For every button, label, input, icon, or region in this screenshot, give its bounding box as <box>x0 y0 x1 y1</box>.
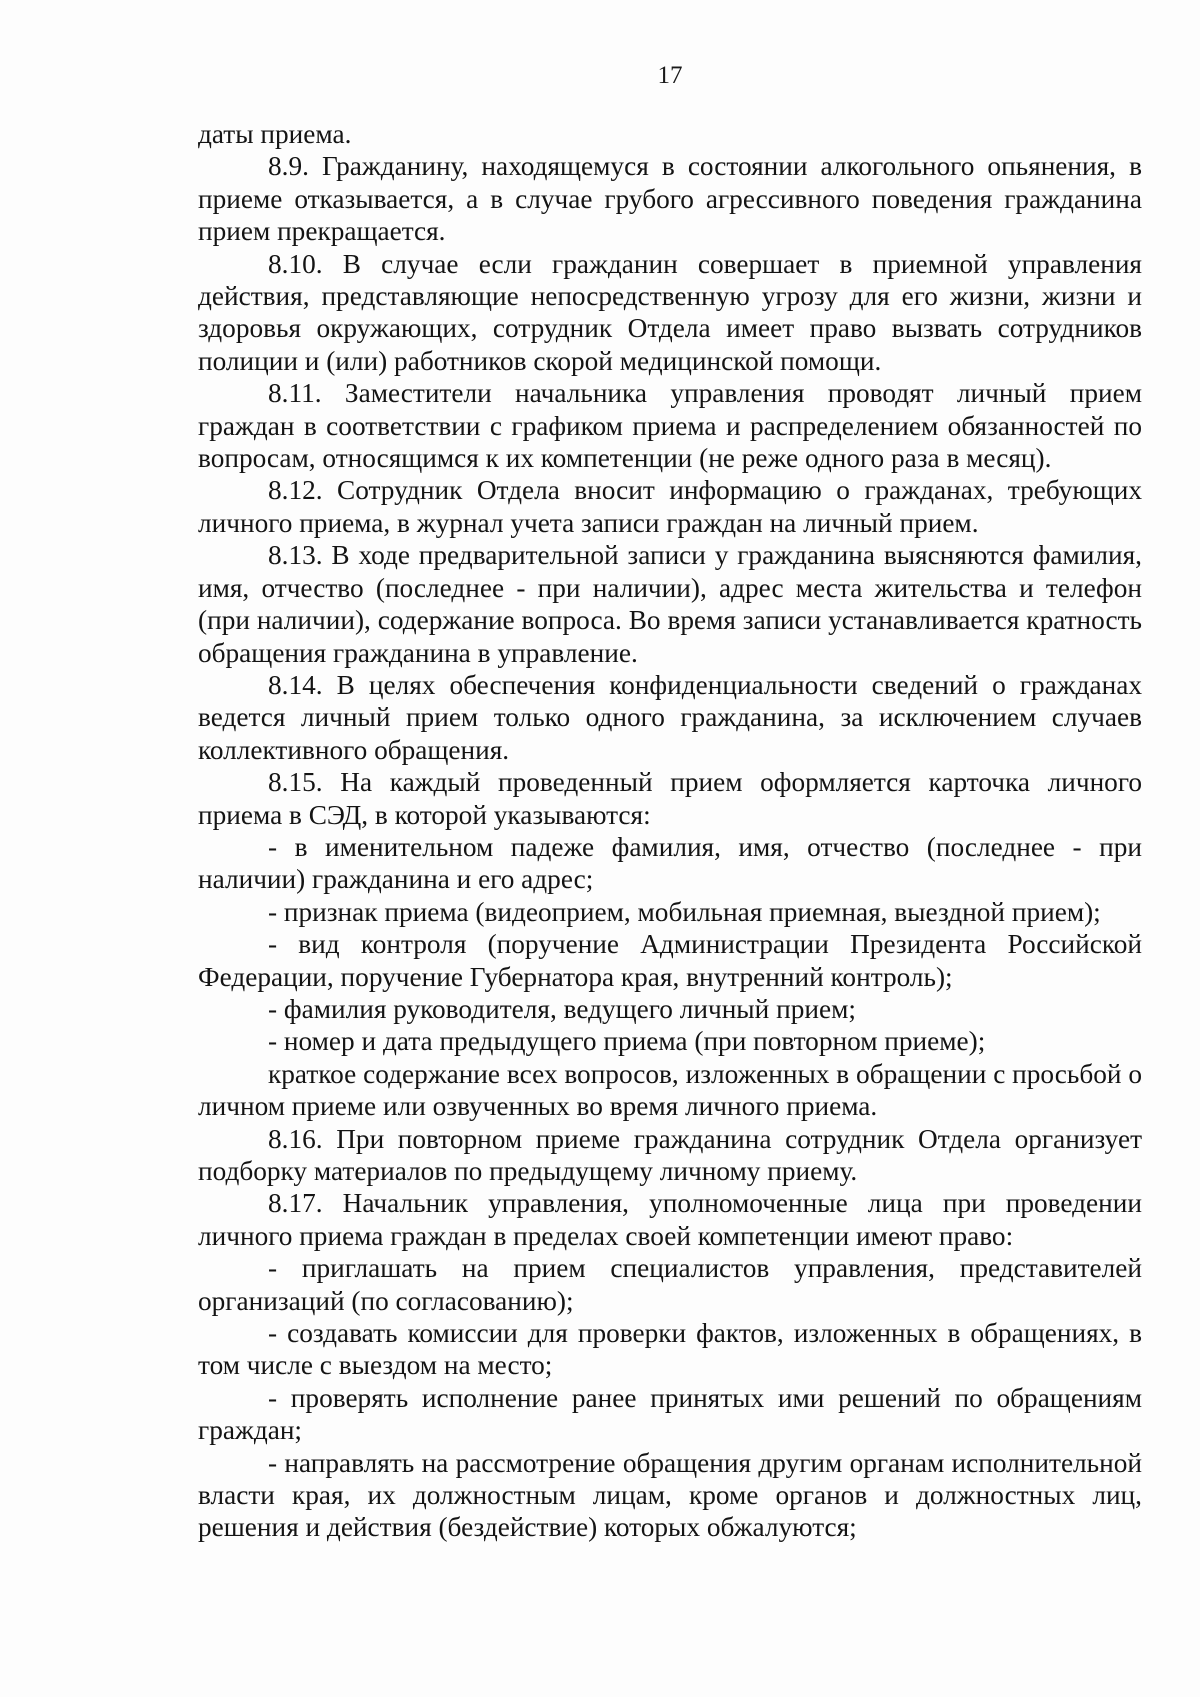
list-item: - проверять исполнение ранее принятых ими решений по обращениям граждан; <box>198 1382 1142 1446</box>
paragraph-8-9: 8.9. Гражданину, находящемуся в состоянии алкогольного опьянения, в приеме отказывается, а в случае грубого агрессивного поведения гражданина прием прекращается. <box>198 151 1142 247</box>
list-item: - признак приема (видеоприем, мобильная приемная, выездной прием); <box>268 896 1101 927</box>
list-item: - номер и дата предыдущего приема (при повторном приеме); <box>268 1026 986 1057</box>
list-item: - фамилия руководителя, ведущего личный прием; <box>268 993 856 1024</box>
paragraph-8-10: 8.10. В случае если гражданин совершает в приемной управления действия, представляющие непосредственную угрозу для его жизни, жизни и здоровья окружающих, сотрудник Отдела имеет право вызвать сотрудников полиции и (или) работников скорой медицинской помощи. <box>198 248 1142 376</box>
paragraph-8-13: 8.13. В ходе предварительной записи у гражданина выясняются фамилия, имя, отчество (последнее - при наличии), адрес места жительства и телефон (при наличии), содержание вопроса. Во время записи устанавливается кратность обращения гражданина в управление. <box>198 540 1142 668</box>
paragraph-8-15: 8.15. На каждый проведенный прием оформляется карточка личного приема в СЭД, в которой указываются: <box>198 767 1142 830</box>
list-item: - направлять на рассмотрение обращения другим органам исполнительной власти края, их должностным лицам, кроме органов и должностных лиц, решения и действия (бездействие) которых обжалуются; <box>198 1447 1142 1543</box>
document-body <box>198 118 1142 1544</box>
list-item: - в именительном падеже фамилия, имя, отчество (последнее - при наличии) гражданина и его адрес; <box>198 831 1142 895</box>
list-item: - создавать комиссии для проверки фактов, изложенных в обращениях, в том числе с выездом на место; <box>198 1318 1142 1381</box>
paragraph-8-12: 8.12. Сотрудник Отдела вносит информацию о гражданах, требующих личного приема, в журнал учета записи граждан на личный прием. <box>198 475 1142 538</box>
paragraph-8-14: 8.14. В целях обеспечения конфиденциальности сведений о гражданах ведется личный прием только одного гражданина, за исключением случаев коллективного обращения. <box>198 669 1142 765</box>
page-number: 17 <box>657 62 683 89</box>
paragraph-8-17: 8.17. Начальник управления, уполномоченные лица при проведении личного приема граждан в пределах своей компетенции имеют право: <box>198 1188 1142 1251</box>
list-item: краткое содержание всех вопросов, изложенных в обращении с просьбой о личном приеме или озвученных во время личного приема. <box>198 1058 1142 1122</box>
paragraph-8-11: 8.11. Заместители начальника управления проводят личный прием граждан в соответствии с графиком приема и распределением обязанностей по вопросам, относящимся к их компетенции (не реже одного раза в месяц). <box>198 378 1142 474</box>
paragraph: даты приема. <box>198 119 352 149</box>
list-item: - вид контроля (поручение Администрации Президента Российской Федерации, поручение Губернатора края, внутренний контроль); <box>198 929 1142 992</box>
paragraph-8-16: 8.16. При повторном приеме гражданина сотрудник Отдела организует подборку материалов по предыдущему личному приему. <box>198 1123 1142 1186</box>
list-item: - приглашать на прием специалистов управления, представителей организаций (по согласованию); <box>198 1253 1142 1316</box>
